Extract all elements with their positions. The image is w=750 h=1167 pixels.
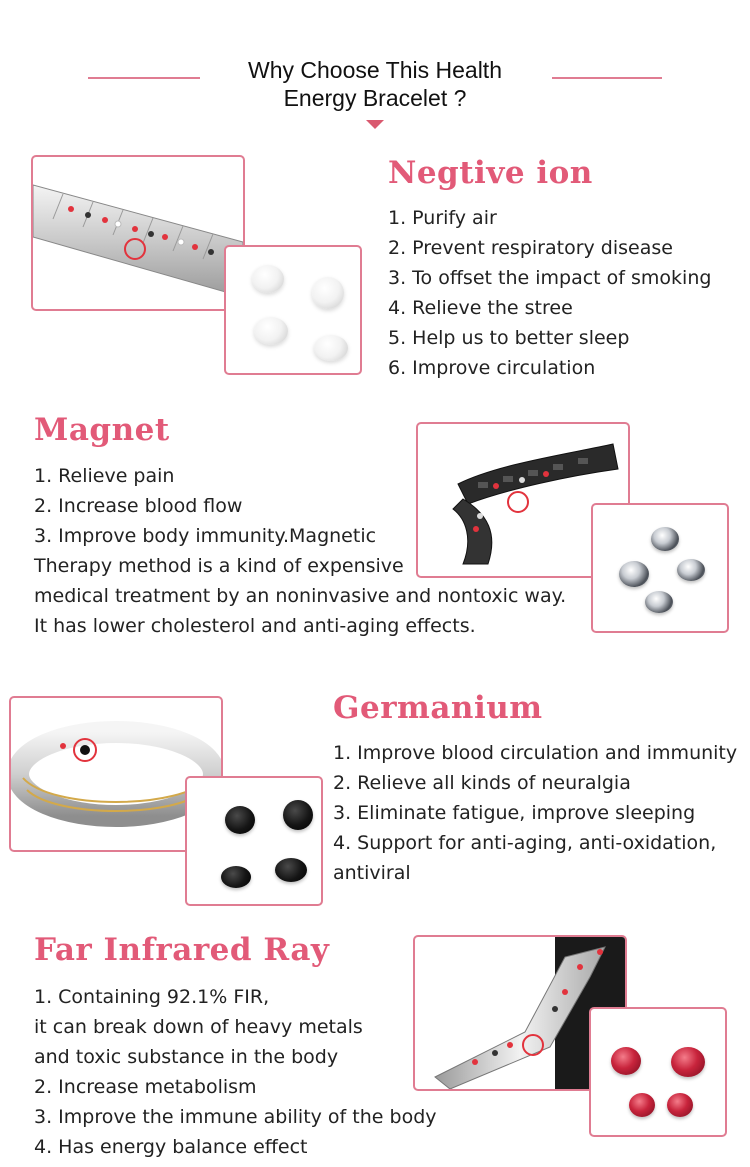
black-stone-icon xyxy=(221,866,251,888)
list-item: medical treatment by an noninvasive and nontoxic way. xyxy=(34,585,567,607)
magnet-stone-icon xyxy=(651,527,679,551)
negative-ion-stones-image xyxy=(224,245,362,375)
list-item: 3. Eliminate fatigue, improve sleeping xyxy=(333,802,696,824)
red-stone-icon xyxy=(611,1047,641,1075)
header-divider-right xyxy=(552,77,662,79)
list-item: 6. Improve circulation xyxy=(388,357,596,379)
silver-bracelet-icon xyxy=(33,157,243,309)
caret-down-icon xyxy=(366,120,384,129)
page-title-line1: Why Choose This Health xyxy=(248,57,502,83)
list-item: 3. Improve body immunity.Magnetic xyxy=(34,525,377,547)
black-stone-icon xyxy=(225,806,255,834)
list-item: 2. Prevent respiratory disease xyxy=(388,237,673,259)
list-item: 2. Increase metabolism xyxy=(34,1076,257,1098)
germanium-benefits-list xyxy=(333,738,737,888)
negative-ion-bracelet-image xyxy=(31,155,245,311)
list-item: 3. Improve the immune ability of the body xyxy=(34,1106,437,1128)
red-stone-icon xyxy=(629,1093,655,1117)
list-item: 2. Increase blood flow xyxy=(34,495,243,517)
magnet-stone-icon xyxy=(645,591,673,613)
page-title xyxy=(200,56,550,112)
list-item: 4. Support for anti-aging, anti-oxidation, xyxy=(333,832,717,854)
red-stone-icon xyxy=(667,1093,693,1117)
magnet-stone-icon xyxy=(677,559,705,581)
far-infrared-stones-image xyxy=(589,1007,727,1137)
list-item: 1. Containing 92.1% FIR, xyxy=(34,986,270,1008)
black-stone-icon xyxy=(283,800,313,830)
list-item: 4. Relieve the stree xyxy=(388,297,573,319)
list-item: 1. Improve blood circulation and immunity xyxy=(333,742,738,764)
section-title-magnet: Magnet xyxy=(34,412,170,448)
section-title-germanium: Germanium xyxy=(333,690,543,726)
list-item: 5. Help us to better sleep xyxy=(388,327,630,349)
white-stone-icon xyxy=(252,265,284,293)
list-item: it can break down of heavy metals xyxy=(34,1016,363,1038)
list-item: and toxic substance in the body xyxy=(34,1046,339,1068)
section-title-negative-ion: Negtive ion xyxy=(388,155,593,191)
red-stone-icon xyxy=(671,1047,705,1077)
list-item: It has lower cholesterol and anti-aging effects. xyxy=(34,615,476,637)
white-stone-icon xyxy=(312,277,344,309)
list-item: 2. Relieve all kinds of neuralgia xyxy=(333,772,631,794)
white-stone-icon xyxy=(254,317,288,345)
list-item: Therapy method is a kind of expensive xyxy=(34,555,404,577)
black-stone-icon xyxy=(275,858,307,882)
germanium-stones-image xyxy=(185,776,323,906)
page-title-line2: Energy Bracelet ? xyxy=(283,85,467,111)
magnet-stone-icon xyxy=(619,561,649,587)
magnet-stones-image xyxy=(591,503,729,633)
list-item: antiviral xyxy=(333,862,411,884)
negative-ion-benefits-list xyxy=(388,203,711,383)
white-stone-icon xyxy=(314,335,348,361)
header-divider-left xyxy=(88,77,200,79)
list-item: 1. Relieve pain xyxy=(34,465,175,487)
section-title-far-infrared-ray: Far Infrared Ray xyxy=(34,932,330,968)
far-infrared-benefits-list xyxy=(34,982,437,1162)
list-item: 3. To offset the impact of smoking xyxy=(388,267,712,289)
list-item: 1. Purify air xyxy=(388,207,497,229)
list-item: 4. Has energy balance effect xyxy=(34,1136,308,1158)
